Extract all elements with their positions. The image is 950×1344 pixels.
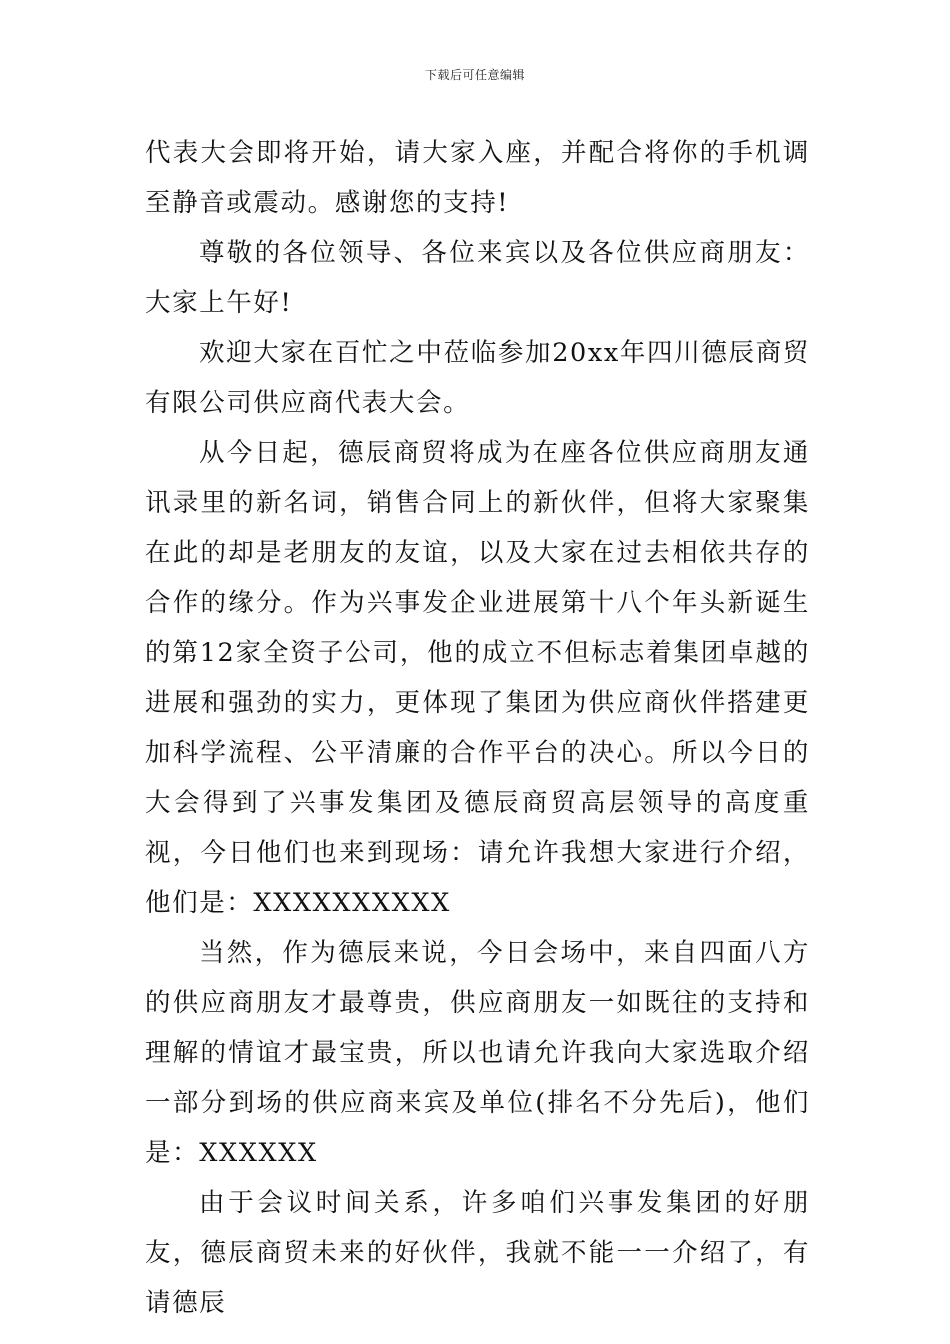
paragraph-supplier-guests: 当然，作为德辰来说，今日会场中，来自四面八方的供应商朋友才最尊贵，供应商朋友一如既往的支持和理解的情谊才最宝贵，所以也请允许我向大家选取介绍一部分到场的供应商来宾及单位(排名不分先后)，他们是：XXXXXX: [145, 938, 810, 1168]
paragraph-welcome: 欢迎大家在百忙之中莅临参加20xx年四川德辰商贸有限公司供应商代表大会。: [145, 338, 810, 418]
paragraph-opening-notice: 代表大会即将开始，请大家入座，并配合将你的手机调至静音或震动。感谢您的支持!: [145, 138, 810, 218]
document-body: [145, 128, 810, 1328]
paragraph-greeting: 尊敬的各位领导、各位来宾以及各位供应商朋友：大家上午好!: [145, 238, 810, 318]
page-header-note: 下载后可任意编辑: [424, 68, 525, 82]
paragraph-introduction: 从今日起，德辰商贸将成为在座各位供应商朋友通讯录里的新名词，销售合同上的新伙伴，但将大家聚集在此的却是老朋友的友谊，以及大家在过去相依共存的合作的缘分。作为兴事发企业进展第十八个年头新诞生的第12家全资子公司，他的成立不但标志着集团卓越的进展和强劲的实力，更体现了集团为供应商伙伴搭建更加科学流程、公平清廉的合作平台的决心。所以今日的大会得到了兴事发集团及德辰商贸高层领导的高度重视，今日他们也来到现场：请允许我想大家进行介绍，他们是：XXXXXXXXXX: [145, 438, 810, 918]
paragraph-closing: 由于会议时间关系，许多咱们兴事发集团的好朋友，德辰商贸未来的好伙伴，我就不能一一介绍了，有请德辰: [145, 1188, 810, 1318]
